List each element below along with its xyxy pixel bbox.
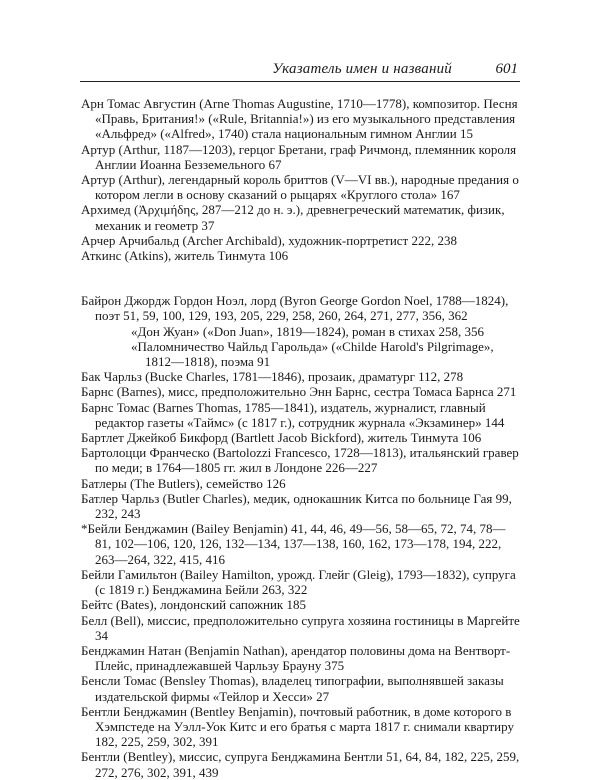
header-title: Указатель имен и названий xyxy=(272,61,452,77)
index-entry: Арн Томас Августин (Arne Thomas Augustine, 1710—1778), композитор. Песня «Правь, Британия!» («Rule, Britannia!») из его музыкального представления «Альфред» («Alfred», 1740) стала национальным гимном Англии 15 xyxy=(81,96,518,142)
index-entry: Арчер Арчибальд (Archer Archibald), художник-портретист 222, 238 xyxy=(81,232,457,248)
index-entry: *Бейли Бенджамин (Bailey Benjamin) 41, 44, 46, 49—56, 58—65, 72, 74, 78—81, 102—106, 120, 126, 132—134, 137—138, 160, 162, 173—178, 194, 222, 263—264, 322, 415, 416 xyxy=(81,521,506,567)
index-entry: Байрон Джордж Гордон Ноэл, лорд (Byron George Gordon Noel, 1788—1824), поэт 51, 59, 100, 129, 193, 205, 229, 258, 260, 264, 271, 277, 356, 362 xyxy=(81,293,509,324)
index-entry: Бенджамин Натан (Benjamin Nathan), арендатор половины дома на Вентворт-Плейс, принадлежавшей Чарльзу Брауну 375 xyxy=(81,642,511,674)
index-entry: Архимед (Ἀρχιμήδης, 287—212 до н. э.), древнегреческий математик, физик, механик и геометр 37 xyxy=(81,202,505,233)
index-entry: Батлеры (The Butlers), семейство 126 xyxy=(81,475,286,491)
index-entry: Батлер Чарльз (Butler Charles), медик, однокашник Китса по больнице Гая 99, 232, 243 xyxy=(81,490,512,522)
index-subentry: «Паломничество Чайльд Гарольда» («Childe Harold's Pilgrimage», 1812—1818), поэма 91 xyxy=(131,338,494,370)
index-entry: Аткинс (Atkins), житель Тинмута 106 xyxy=(81,248,289,264)
index-entry: Барнс (Barnes), мисс, предположительно Энн Барнс, сестра Томаса Барнса 271 xyxy=(81,384,517,400)
index-section-a xyxy=(81,96,521,263)
index-body xyxy=(81,96,521,780)
index-entry: Белл (Bell), миссис, предположительно супруга хозяина гостиницы в Маргейте 34 xyxy=(81,612,520,643)
index-entry: Бенсли Томас (Bensley Thomas), владелец типографии, выполнявшей заказы издательской фирмы «Тейлор и Хесси» 27 xyxy=(81,673,504,704)
index-entry: Бартлет Джейкоб Бикфорд (Bartlett Jacob Bickford), житель Тинмута 106 xyxy=(81,430,482,446)
running-header xyxy=(80,57,520,82)
index-entry: Бейтс (Bates), лондонский сапожник 185 xyxy=(81,597,306,613)
index-section-b xyxy=(81,293,521,780)
index-entry: Бартолоцци Франческо (Bartolozzi Francesco, 1728—1813), итальянский гравер по меди; в 1764—1805 гг. жил в Лондоне 226—227 xyxy=(81,445,519,476)
section-gap xyxy=(81,263,521,293)
index-subentry: «Дон Жуан» («Don Juan», 1819—1824), роман в стихах 258, 356 xyxy=(131,323,485,339)
page-number: 601 xyxy=(495,61,518,77)
index-entry: Бейли Гамильтон (Bailey Hamilton, урожд. Глейг (Gleig), 1793—1832), супруга (с 1819 г.) Бенджамина Бейли 263, 322 xyxy=(81,566,516,598)
index-entry: Барнс Томас (Barnes Thomas, 1785—1841), издатель, журналист, главный редактор газеты «Таймс» (с 1817 г.), сотрудник журнала «Экзаминер» 144 xyxy=(81,399,505,430)
index-entry: Бентли Бенджамин (Bentley Benjamin), почтовый работник, в доме которого в Хэмпстеде на Уэлл-Уок Китс и его братья с марта 1817 г. снимали квартиру 182, 225, 259, 302, 391 xyxy=(81,703,514,750)
index-entry: Артур (Arthur), легендарный король бриттов (V—VI вв.), народные предания о котором легли в основу сказаний о рыцарях «Круглого стола» 167 xyxy=(81,172,519,203)
index-entry: Бак Чарльз (Bucke Charles, 1781—1846), прозаик, драматург 112, 278 xyxy=(81,369,464,385)
index-entry: Артур (Arthur, 1187—1203), герцог Бретани, граф Ричмонд, племянник короля Англии Иоанна Безземельного 67 xyxy=(81,141,517,172)
index-entry: Бентли (Bentley), миссис, супруга Бенджамина Бентли 51, 64, 84, 182, 225, 259, 272, 276, 302, 391, 439 xyxy=(81,749,520,780)
